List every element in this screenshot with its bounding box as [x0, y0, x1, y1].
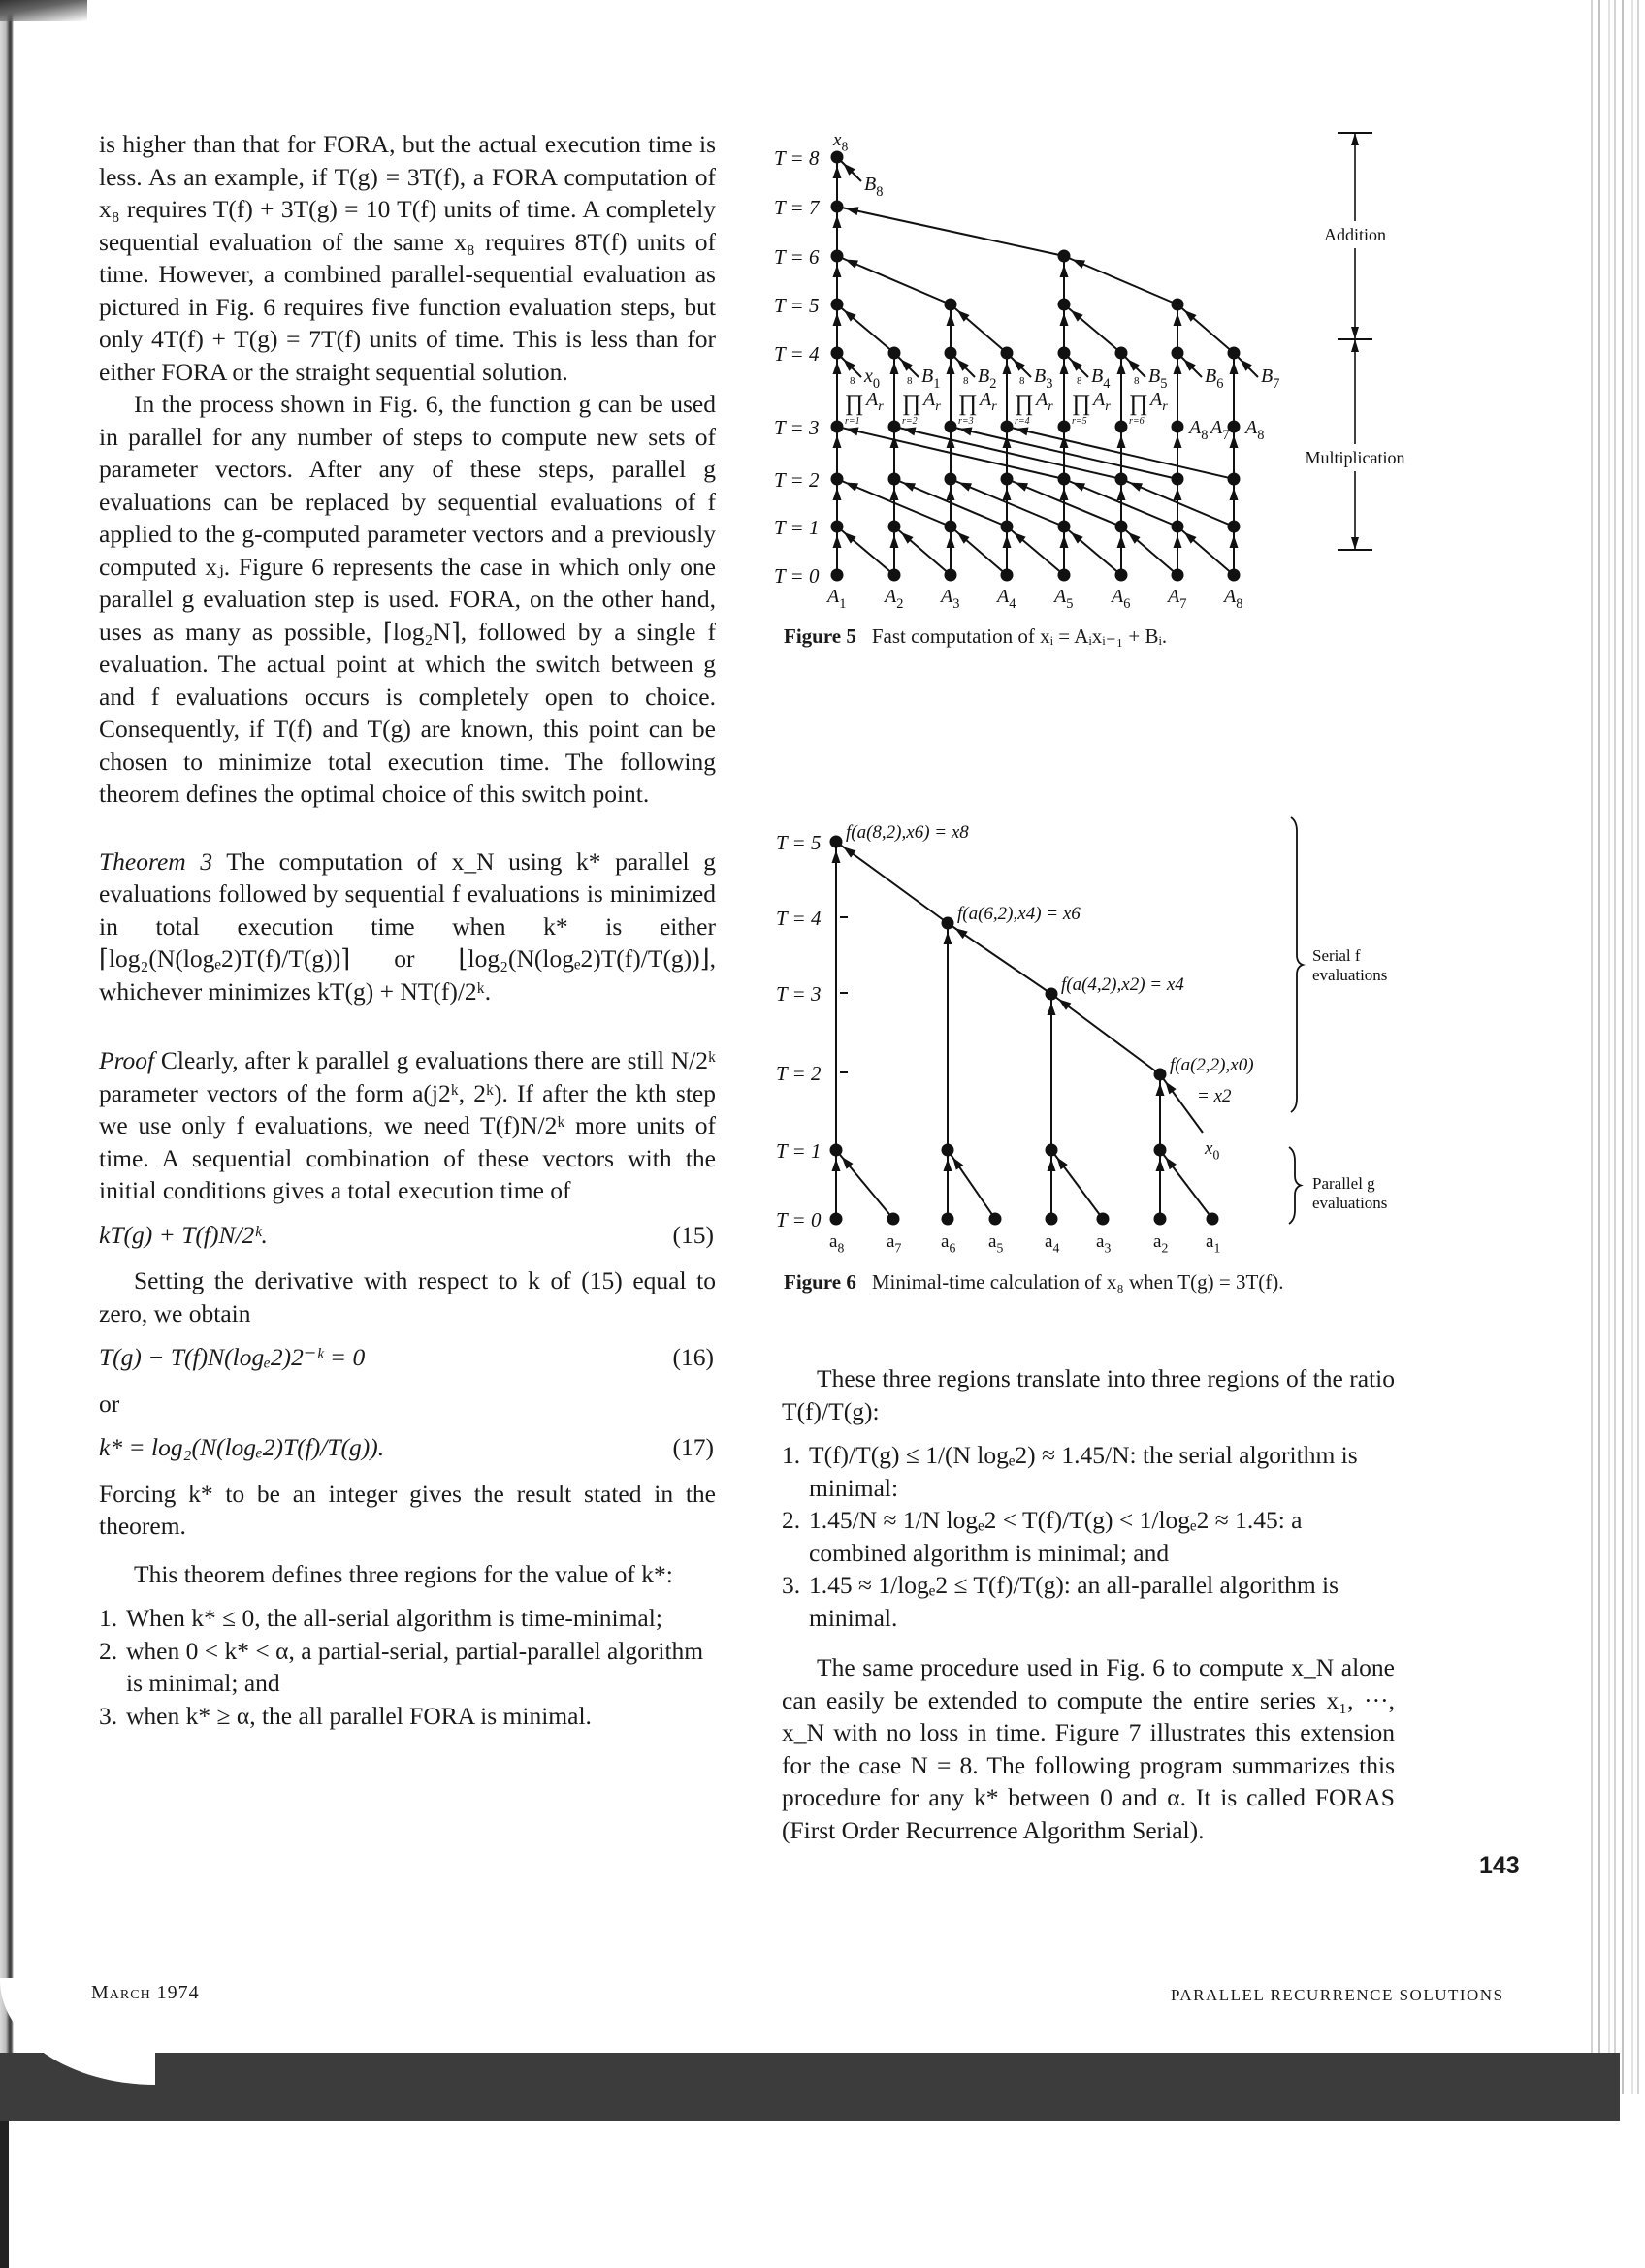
node-dot — [1115, 521, 1128, 533]
input-label-x0: $x_0$ — [1205, 1138, 1220, 1163]
arrowhead-icon — [1016, 428, 1029, 436]
arrowhead-icon — [1003, 435, 1012, 448]
time-step-label: T = 4 — [776, 907, 822, 930]
arrowhead-icon — [833, 488, 842, 500]
arrowhead-icon — [832, 1159, 841, 1171]
equation-15-number: (15) — [672, 1220, 714, 1249]
arrowhead-icon — [833, 435, 842, 448]
list-item — [99, 1700, 716, 1733]
product-upper-limit: 8 — [850, 375, 855, 387]
input-label-B2: $B_2$ — [978, 366, 997, 392]
node-dot — [830, 1144, 843, 1157]
figure-5-diagram — [757, 116, 1435, 621]
node-dot — [1046, 1213, 1058, 1226]
product-lower-limit: r=4 — [1015, 416, 1030, 427]
node-dot — [945, 421, 957, 433]
product-symbol: ∏ — [1129, 391, 1148, 416]
list-number: 3. — [99, 1701, 118, 1730]
product-label-a8: $A_8$ — [1189, 417, 1209, 443]
addition-edge — [837, 207, 1064, 256]
arrowhead-icon — [1060, 488, 1069, 500]
product-symbol: ∏ — [1072, 391, 1091, 416]
parallel-label-line1: Parallel g — [1312, 1174, 1375, 1193]
node-dot — [942, 917, 954, 930]
product-lower-limit: r=2 — [902, 416, 918, 427]
time-step-label: T = 4 — [774, 342, 820, 366]
paragraph-process: In the process shown in Fig. 6, the function g can be used in parallel for any number of steps to compute new sets of parameter vectors. After any of these steps, parallel g evaluations can be replaced by sequential evaluations of f applied to the g-computed parameter vectors and a previously computed xⱼ. Figure 6 represents the case in which only one parallel g evaluation step is used. FORA, on the other hand, uses as many as possible, ⌈log₂N⌉, followed by a single f evaluation. The actual point at which the switch between g and f evaluations occurs is completely open to choice. Consequently, if T(f) and T(g) are known, this point can be chosen to minimize total execution time. The following theorem defines the optimal choice of this switch point. — [99, 390, 716, 808]
product-lower-limit: r=3 — [958, 416, 974, 427]
product-symbol: ∏ — [1015, 391, 1034, 416]
time-step-label: T = 3 — [776, 982, 822, 1006]
multiplication-label: Multiplication — [1305, 448, 1405, 467]
arrowhead-icon — [1072, 482, 1085, 491]
chain-node-label: f(a(2,2),x0) — [1170, 1055, 1254, 1075]
bottom-label-a7: $a_7$ — [887, 1231, 902, 1256]
theorem-text: The computation of x_N using k* parallel g evaluations followed by sequential f evaluations is minimized in total execution time when k* is either ⌈log₂(N(logₑ2)T(f)/T(g))⌉ or ⌊log₂(N(logₑ2)T(f)/T(g))⌋, whichever minimizes kT(g) + NT(f)/2ᵏ. — [99, 847, 716, 1006]
node-dot — [831, 473, 844, 486]
equation-17-number: (17) — [672, 1433, 714, 1461]
node-dot — [1154, 1144, 1167, 1157]
node-dot — [831, 250, 844, 263]
node-dot — [1001, 421, 1014, 433]
node-dot — [1058, 347, 1071, 360]
arrowhead-icon — [1060, 313, 1069, 326]
arrowhead-icon — [845, 482, 858, 491]
dimension-arrow-icon — [1351, 339, 1359, 352]
list-number: 3. — [782, 1571, 801, 1599]
bottom-label-A5: $A_5$ — [1054, 586, 1074, 612]
arrowhead-icon — [1174, 488, 1182, 500]
node-dot — [831, 201, 844, 213]
arrowhead-icon — [1060, 535, 1069, 548]
equation-15 — [99, 1219, 716, 1252]
figure-5-caption-text: Fast computation of xᵢ = Aᵢxᵢ₋₁ + Bᵢ. — [871, 624, 1168, 648]
paragraph-regions: This theorem defines three regions for the value of k*: — [134, 1559, 673, 1588]
arrowhead-icon — [1156, 1083, 1165, 1096]
bottom-label-a8: $a_8$ — [829, 1231, 845, 1256]
node-dot — [945, 299, 957, 311]
footer-running-title: PARALLEL RECURRENCE SOLUTIONS — [1171, 1986, 1504, 2004]
input-label-B1: $B_1$ — [921, 366, 941, 392]
product-term: $A_r$ — [866, 389, 884, 414]
node-dot — [1046, 1144, 1058, 1157]
figure-6-caption — [784, 1270, 1284, 1294]
arrowhead-icon — [1174, 435, 1182, 448]
scan-shadow-band — [0, 2053, 1620, 2121]
arrowhead-icon — [890, 362, 899, 374]
product-upper-limit: 8 — [907, 375, 913, 387]
scan-page-edges — [1587, 0, 1645, 2094]
serial-label-line1: Serial f — [1312, 946, 1361, 965]
arrowhead-icon — [1056, 1157, 1067, 1169]
arrowhead-icon — [833, 166, 842, 178]
node-dot — [945, 473, 957, 486]
product-term: $A_r$ — [1093, 389, 1111, 414]
arrowhead-icon — [890, 535, 899, 548]
arrowhead-icon — [1117, 535, 1126, 548]
node-dot — [831, 151, 844, 164]
arrowhead-icon — [1165, 1081, 1176, 1094]
arrowhead-icon — [1230, 435, 1239, 448]
arrowhead-icon — [1117, 435, 1126, 448]
node-dot — [1154, 1069, 1167, 1081]
node-dot — [1058, 250, 1071, 263]
arrowhead-icon — [1230, 362, 1239, 374]
product-lower-limit: r=5 — [1072, 416, 1087, 427]
node-dot — [831, 569, 844, 582]
node-dot — [888, 421, 901, 433]
list-item — [782, 1439, 1395, 1504]
arrowhead-icon — [833, 362, 842, 374]
bottom-label-A1: $A_1$ — [827, 586, 847, 612]
node-dot — [1058, 421, 1071, 433]
left-column — [99, 128, 716, 1732]
dimension-arrow-icon — [1351, 537, 1359, 550]
product-upper-limit: 8 — [1019, 375, 1025, 387]
input-label-x0: $x_0$ — [864, 366, 881, 392]
product-symbol: ∏ — [902, 391, 921, 416]
product-term: $A_r$ — [923, 389, 941, 414]
node-dot — [1172, 473, 1184, 486]
arrowhead-icon — [1174, 362, 1182, 374]
node-dot — [831, 347, 844, 360]
arrowhead-icon — [902, 483, 916, 492]
proof-text: Clearly, after k parallel g evaluations there are still N/2ᵏ parameter vectors of the form a(j2ᵏ, 2ᵏ). If after the kth step we use only f evaluations, we need T(f)N/2ᵏ more units of time. A sequential combination of these vectors with the initial conditions gives a total execution time of — [99, 1046, 716, 1204]
figure-6-diagram — [757, 805, 1435, 1270]
time-step-label: T = 6 — [774, 245, 820, 269]
scan-bottom-edge — [0, 2121, 9, 2268]
time-step-label: T = 1 — [774, 516, 820, 539]
node-dot — [1097, 1213, 1110, 1226]
arrowhead-icon — [1048, 1159, 1056, 1171]
list-text: T(f)/T(g) ≤ 1/(N logₑ2) ≈ 1.45/N: the serial algorithm is minimal: — [809, 1441, 1358, 1502]
list-item — [782, 1504, 1395, 1569]
arrowhead-icon — [952, 1157, 963, 1169]
list-number: 2. — [99, 1636, 118, 1665]
arrowhead-icon — [958, 482, 972, 491]
list-text: when k* ≥ α, the all parallel FORA is minimal. — [126, 1701, 592, 1730]
arrowhead-icon — [833, 265, 842, 277]
arrowhead-icon — [1117, 488, 1126, 500]
equation-16-body: T(g) − T(f)N(logₑ2)2⁻ᵏ = 0 — [99, 1343, 366, 1371]
arrowhead-icon — [1003, 488, 1012, 500]
result-label-x8: $x_8$ — [833, 130, 849, 154]
equation-17-body: k* = log₂(N(logₑ2)T(f)/T(g)). — [99, 1433, 385, 1461]
node-dot — [1001, 521, 1014, 533]
bottom-label-a2: $a_2$ — [1153, 1231, 1169, 1256]
bottom-label-A4: $A_4$ — [997, 586, 1016, 612]
node-dot — [1001, 347, 1014, 360]
node-dot — [1228, 421, 1241, 433]
arrowhead-icon — [1003, 362, 1012, 374]
arrowhead-icon — [947, 313, 955, 326]
paragraph-foras: The same procedure used in Fig. 6 to compute x_N alone can easily be extended to compute the entire series x₁, ···, x_N with no loss in time. Figure 7 illustrates this extension for the case N = 8. The following program summarizes this procedure for any k* between 0 and α. It is called FORAS (First Order Recurrence Algorithm Serial). — [782, 1653, 1395, 1844]
input-label-B7: $B_7$ — [1261, 366, 1280, 392]
node-dot — [1058, 569, 1071, 582]
chain-node-label: f(a(4,2),x2) = x4 — [1061, 974, 1184, 995]
arrowhead-icon — [846, 428, 859, 436]
arrowhead-icon — [954, 928, 967, 939]
list-number: 1. — [99, 1604, 118, 1632]
node-dot — [831, 421, 844, 433]
arrowhead-icon — [845, 260, 858, 269]
bottom-label-A3: $A_3$ — [941, 586, 960, 612]
page-number: 143 — [1479, 1852, 1520, 1879]
list-item — [99, 1602, 716, 1635]
node-dot — [830, 1213, 843, 1226]
node-dot — [1207, 1213, 1219, 1226]
node-dot — [1228, 347, 1241, 360]
list-text: when 0 < k* < α, a partial-serial, partial-parallel algorithm is minimal; and — [126, 1636, 704, 1697]
arrowhead-icon — [944, 932, 952, 944]
parallel-brace — [1289, 1147, 1301, 1224]
node-dot — [942, 1144, 954, 1157]
arrowhead-icon — [1156, 1159, 1165, 1171]
ratio-regions-list — [782, 1439, 1395, 1634]
arrowhead-icon — [1117, 362, 1126, 374]
input-label-B4: $B_4$ — [1091, 366, 1111, 392]
arrowhead-icon — [1072, 260, 1085, 269]
chain-node-label: f(a(8,2),x6) = x8 — [846, 822, 969, 843]
node-dot — [888, 473, 901, 486]
product-label-a7: $A_7$ — [1210, 417, 1230, 443]
arrowhead-icon — [1174, 313, 1182, 326]
node-dot — [1115, 569, 1128, 582]
node-dot — [1228, 569, 1241, 582]
equation-15-body: kT(g) + T(f)N/2ᵏ. — [99, 1220, 268, 1249]
node-dot — [888, 347, 901, 360]
arrowhead-icon — [947, 362, 955, 374]
node-dot — [1172, 521, 1184, 533]
equation-16-number: (16) — [672, 1343, 714, 1371]
node-dot — [1115, 473, 1128, 486]
list-text: 1.45 ≈ 1/logₑ2 ≤ T(f)/T(g): an all-parallel algorithm is minimal. — [809, 1571, 1339, 1632]
time-step-label: T = 8 — [774, 146, 820, 170]
arrowhead-icon — [1060, 362, 1069, 374]
paragraph-ratio: These three regions translate into three regions of the ratio T(f)/T(g): — [782, 1364, 1395, 1425]
arrowhead-icon — [1230, 488, 1239, 500]
node-dot — [1001, 569, 1014, 582]
node-dot — [1172, 569, 1184, 582]
list-text: 1.45/N ≈ 1/N logₑ2 < T(f)/T(g) < 1/logₑ2 ≈ 1.45: a combined algorithm is minimal; and — [809, 1506, 1303, 1567]
node-dot — [830, 836, 843, 848]
product-lower-limit: r=6 — [1129, 416, 1145, 427]
time-step-label: T = 7 — [774, 196, 820, 219]
time-step-label: T = 5 — [776, 831, 822, 854]
node-dot — [1172, 421, 1184, 433]
node-dot — [1001, 473, 1014, 486]
bottom-label-a3: $a_3$ — [1096, 1231, 1112, 1256]
bottom-label-a6: $a_6$ — [941, 1231, 956, 1256]
figure-6-caption-text: Minimal-time calculation of x₈ when T(g) = 3T(f). — [871, 1270, 1284, 1294]
time-step-label: T = 2 — [776, 1062, 822, 1085]
arrowhead-icon — [947, 488, 955, 500]
node-dot — [1172, 299, 1184, 311]
input-label-B6: $B_6$ — [1205, 366, 1224, 392]
node-dot — [945, 521, 957, 533]
arrowhead-icon — [843, 847, 855, 857]
node-dot — [1058, 299, 1071, 311]
node-dot — [989, 1213, 1002, 1226]
node-dot — [1228, 473, 1241, 486]
arrowhead-icon — [1060, 265, 1069, 277]
footer-date: March 1974 — [91, 1982, 200, 2003]
parallel-label-line2: evaluations — [1312, 1194, 1388, 1212]
product-symbol: ∏ — [845, 391, 864, 416]
bottom-label-a5: $a_5$ — [988, 1231, 1004, 1256]
figure-5-label: Figure 5 — [784, 624, 856, 648]
node-dot — [888, 569, 901, 582]
right-column — [782, 1362, 1395, 1846]
node-dot — [1154, 1213, 1167, 1226]
bottom-label-A8: $A_8$ — [1224, 586, 1243, 612]
node-dot — [942, 1213, 954, 1226]
dimension-arrow-icon — [1351, 327, 1359, 339]
arrowhead-icon — [833, 313, 842, 326]
theorem-3 — [99, 846, 716, 1008]
dimension-arrow-icon — [1351, 133, 1359, 145]
figure-6-label: Figure 6 — [784, 1270, 856, 1294]
node-dot — [1115, 421, 1128, 433]
paragraph-forcing: Forcing k* to be an integer gives the result stated in the theorem. — [99, 1479, 716, 1540]
bottom-label-A2: $A_2$ — [885, 586, 904, 612]
bottom-label-a4: $a_4$ — [1045, 1231, 1060, 1256]
product-label-a8-single: $A_8$ — [1245, 417, 1265, 443]
arrowhead-icon — [1058, 999, 1071, 1009]
equation-17 — [99, 1431, 716, 1464]
node-dot — [831, 299, 844, 311]
time-step-label: T = 0 — [776, 1208, 822, 1231]
input-label-b8: $B_8$ — [864, 174, 884, 200]
node-dot — [945, 347, 957, 360]
list-number: 1. — [782, 1441, 801, 1469]
paragraph-derivative: Setting the derivative with respect to k of (15) equal to zero, we obtain — [99, 1266, 716, 1327]
product-upper-limit: 8 — [1077, 375, 1082, 387]
input-label-B5: $B_5$ — [1148, 366, 1168, 392]
k-regions-list — [99, 1602, 716, 1732]
product-upper-limit: 8 — [1134, 375, 1140, 387]
arrowhead-icon — [1048, 1003, 1056, 1015]
node-dot — [887, 1213, 900, 1226]
arrowhead-icon — [903, 428, 917, 436]
arrowhead-icon — [832, 850, 841, 863]
proof-label: Proof — [99, 1046, 155, 1074]
node-dot — [831, 521, 844, 533]
product-term: $A_r$ — [1036, 389, 1053, 414]
list-text: When k* ≤ 0, the all-serial algorithm is time-minimal; — [126, 1604, 662, 1632]
scan-binding-edge — [0, 0, 14, 2065]
connector-or: or — [99, 1389, 120, 1418]
list-number: 2. — [782, 1506, 801, 1534]
arrowhead-icon — [1129, 483, 1143, 492]
arrowhead-icon — [947, 535, 955, 548]
addition-label: Addition — [1323, 225, 1387, 244]
scan-shadow-corner — [0, 0, 87, 21]
equation-16 — [99, 1341, 716, 1374]
serial-brace — [1291, 817, 1303, 1112]
arrowhead-icon — [1060, 435, 1069, 448]
input-label-B3: $B_3$ — [1034, 366, 1053, 392]
arrowhead-icon — [1015, 482, 1028, 491]
time-step-label: T = 1 — [776, 1139, 822, 1163]
serial-label-line2: evaluations — [1312, 966, 1388, 984]
arrowhead-icon — [944, 1159, 952, 1171]
node-dot — [1172, 347, 1184, 360]
chain-node-result: = x2 — [1197, 1086, 1232, 1106]
figure-5-caption — [784, 624, 1167, 649]
paragraph-fora-comparison: is higher than that for FORA, but the actual execution time is less. As an example, if T(g) = 3T(f), a FORA computation of x₈ requires T(f) + 3T(g) = 10 T(f) units of time. A completely sequential evaluation of the same x₈ requires 8T(f) units of time. However, a combined parallel-sequential evaluation as pictured in Fig. 6 requires five function evaluation steps, but only 4T(f) + T(g) = 7T(f) units of time. This is less than for either FORA or the straight sequential solution. — [99, 130, 716, 386]
arrowhead-icon — [947, 435, 955, 448]
arrowhead-icon — [959, 428, 973, 436]
list-item — [99, 1635, 716, 1700]
time-step-label: T = 2 — [774, 468, 820, 492]
node-dot — [1058, 521, 1071, 533]
product-symbol: ∏ — [958, 391, 978, 416]
node-dot — [1228, 521, 1241, 533]
arrowhead-icon — [833, 535, 842, 548]
node-dot — [945, 569, 957, 582]
node-dot — [1046, 988, 1058, 1001]
arrowhead-icon — [1230, 535, 1239, 548]
arrowhead-icon — [833, 215, 842, 228]
arrowhead-icon — [1174, 535, 1182, 548]
arrowhead-icon — [1003, 535, 1012, 548]
product-term: $A_r$ — [1150, 389, 1168, 414]
node-dot — [1115, 347, 1128, 360]
arrowhead-icon — [1165, 1157, 1176, 1169]
bottom-label-A6: $A_6$ — [1112, 586, 1131, 612]
time-step-label: T = 0 — [774, 564, 820, 588]
node-dot — [888, 521, 901, 533]
arrowhead-icon — [890, 435, 899, 448]
list-item — [782, 1569, 1395, 1634]
theorem-label: Theorem 3 — [99, 847, 213, 876]
arrowhead-icon — [890, 488, 899, 500]
bottom-label-a1: $a_1$ — [1206, 1231, 1221, 1256]
bottom-label-A7: $A_7$ — [1168, 586, 1187, 612]
time-step-label: T = 3 — [774, 416, 820, 439]
product-upper-limit: 8 — [963, 375, 969, 387]
time-step-label: T = 5 — [774, 294, 820, 317]
proof — [99, 1044, 716, 1207]
node-dot — [1058, 473, 1071, 486]
chain-node-label: f(a(6,2),x4) = x6 — [957, 904, 1081, 924]
product-term: $A_r$ — [980, 389, 997, 414]
product-lower-limit: r=1 — [845, 416, 860, 427]
